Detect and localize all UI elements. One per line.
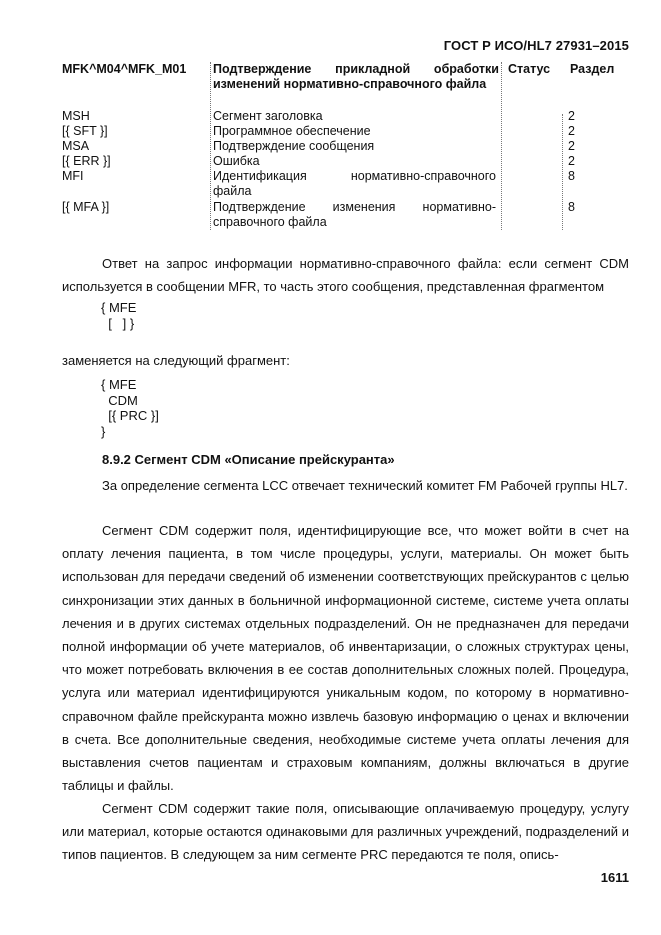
page-number: 1611 xyxy=(600,870,629,885)
section-cell: 2 xyxy=(568,139,575,153)
description-cell: Подтверждение сообщения xyxy=(213,139,375,153)
description-cell: Ошибка xyxy=(213,154,260,168)
segment-cell: MSA xyxy=(62,139,90,153)
header-status: Статус xyxy=(508,62,551,76)
paragraph-cdm-fields: Сегмент CDM содержит такие поля, описывающие оплачиваемую процедуру, услугу или материал, которые остаются одинаковыми для различных учреждений, подразделений и типов пациентов. В следующем за ним сегменте PRC передаются те поля, опись- xyxy=(62,801,629,863)
segment-cell: [{ MFA }] xyxy=(62,200,110,214)
column-divider xyxy=(210,62,211,230)
description-cell: Сегмент заголовка xyxy=(213,109,323,123)
paragraph-query-response: Ответ на запрос информации нормативно-справочного файла: если сегмент CDM используется в сообщении MFR, то часть этого сообщения, представленная фрагментом xyxy=(62,256,629,295)
paragraph-responsibility: За определение сегмента LCC отвечает технический комитет FM Рабочей группы HL7. xyxy=(102,478,628,493)
header-message-type: MFK^M04^MFK_M01 xyxy=(62,62,187,76)
section-cell: 8 xyxy=(568,200,575,214)
section-heading: 8.9.2 Сегмент CDM «Описание прейскуранта» xyxy=(102,452,395,467)
segment-cell: [{ ERR }] xyxy=(62,154,111,168)
column-divider xyxy=(501,62,502,230)
description-cell: Подтверждение изменения нормативно-справочного файла xyxy=(213,200,496,229)
segment-cell: [{ SFT }] xyxy=(62,124,108,138)
section-cell: 2 xyxy=(568,124,575,138)
code-fragment-replacement: { MFE CDM [{ PRC }] } xyxy=(101,377,159,439)
description-cell: Идентификация нормативно-справочного файла xyxy=(213,169,496,198)
segment-cell: MFI xyxy=(62,169,84,183)
code-fragment-original: { MFE [ ] } xyxy=(101,300,137,331)
header-description: Подтверждение прикладной обработки изменений нормативно-справочного файла xyxy=(213,62,499,91)
section-cell: 2 xyxy=(568,109,575,123)
standard-header: ГОСТ Р ИСО/HL7 27931–2015 xyxy=(443,38,629,53)
description-cell: Программное обеспечение xyxy=(213,124,371,138)
paragraph-cdm-description: Сегмент CDM содержит поля, идентифицирующие все, что может войти в счет на оплату лечения пациента, в том числе процедуры, услуги, материалы. Он может быть использован для передачи сведений об изменении соответствующих прейскурантов с целью синхронизации этих данных в больничной информационной системе, системе учета оплаты лечения и в других системах отдельных подразделений. Он не предназначен для передачи полной информации об учете материалов, об инвентаризации, о сложных структурах цены, что может потребовать включения в ее состав дополнительных сложных полей. Процедура, услуга или материал идентифицируются уникальным кодом, по которому в нормативно-справочном файле прейскуранта можно извлечь базовую информацию о ценах и включении в счета. Все дополнительные сведения, необходимые системе учета оплаты лечения для выставления счетов пациентам и страховым компаниям, должны включаться в другие таблицы и файлы. xyxy=(62,523,629,794)
paragraph-replacement-intro: заменяется на следующий фрагмент: xyxy=(62,353,290,368)
section-cell: 8 xyxy=(568,169,575,183)
header-section: Раздел xyxy=(570,62,615,76)
column-divider xyxy=(562,114,563,230)
section-cell: 2 xyxy=(568,154,575,168)
segment-cell: MSH xyxy=(62,109,90,123)
